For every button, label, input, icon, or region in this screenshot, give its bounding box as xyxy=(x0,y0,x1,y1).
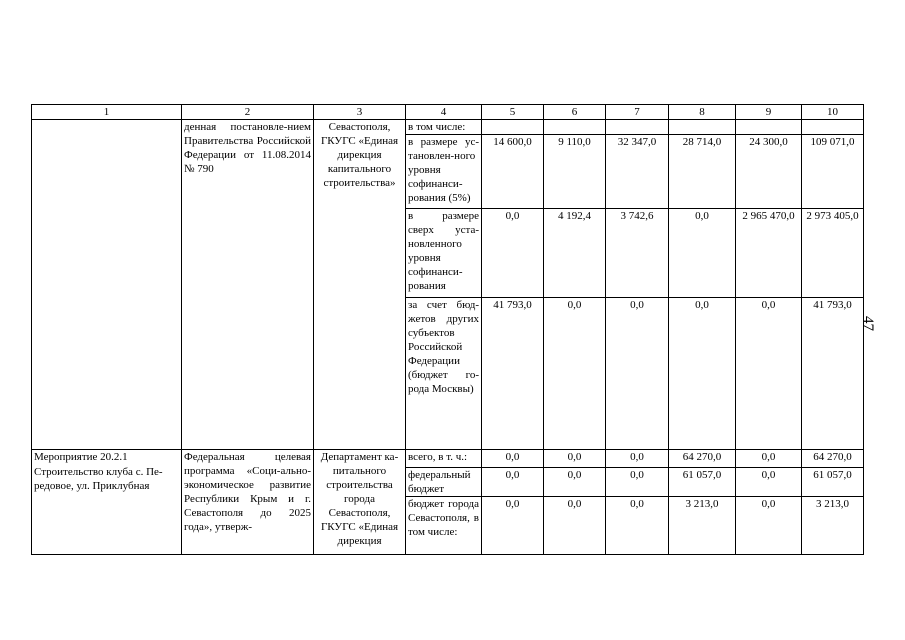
table-row xyxy=(32,120,864,135)
value-cell: 28 714,0 xyxy=(669,135,736,209)
activity-cell xyxy=(32,450,182,555)
header-cell: 3 xyxy=(314,105,406,120)
header-cell: 2 xyxy=(182,105,314,120)
value-cell: 9 110,0 xyxy=(544,135,606,209)
value-cell xyxy=(736,120,802,135)
value-cell: 0,0 xyxy=(544,468,606,497)
executor-cell: Севастополя, ГКУГС «Единая дирекция капитального строительства» xyxy=(314,120,406,450)
value-cell: 64 270,0 xyxy=(802,450,864,468)
value-cell: 109 071,0 xyxy=(802,135,864,209)
value-cell: 0,0 xyxy=(544,497,606,555)
value-cell: 0,0 xyxy=(482,450,544,468)
header-cell: 7 xyxy=(606,105,669,120)
value-cell: 0,0 xyxy=(482,209,544,298)
value-cell: 4 192,4 xyxy=(544,209,606,298)
header-cell: 6 xyxy=(544,105,606,120)
value-cell: 2 965 470,0 xyxy=(736,209,802,298)
header-cell: 1 xyxy=(32,105,182,120)
value-cell: 41 793,0 xyxy=(802,298,864,450)
value-cell: 32 347,0 xyxy=(606,135,669,209)
value-cell: 0,0 xyxy=(606,468,669,497)
program-basis-cell: Федеральная целевая программа «Соци-ально-экономическое развитие Республики Крым и г. Севастополя до 2025 года», утверж- xyxy=(182,450,314,555)
value-cell: 0,0 xyxy=(544,298,606,450)
activity-description: Строительство клуба с. Пе-редовое, ул. Приклубная xyxy=(34,466,163,492)
funding-label: федеральный бюджет xyxy=(406,468,482,497)
funding-label: за счет бюд-жетов других субъектов Российской Федерации (бюджет го-рода Москвы) xyxy=(406,298,482,450)
value-cell: 0,0 xyxy=(606,497,669,555)
value-cell: 0,0 xyxy=(482,468,544,497)
funding-label: в размере сверх уста-новленного уровня софинанси-рования xyxy=(406,209,482,298)
header-cell: 8 xyxy=(669,105,736,120)
activity-title: Мероприятие 20.2.1 xyxy=(34,451,128,463)
budget-table xyxy=(31,104,864,555)
value-cell: 3 213,0 xyxy=(669,497,736,555)
value-cell: 0,0 xyxy=(736,298,802,450)
value-cell: 0,0 xyxy=(736,497,802,555)
value-cell: 24 300,0 xyxy=(736,135,802,209)
value-cell xyxy=(802,120,864,135)
value-cell xyxy=(669,120,736,135)
value-cell: 0,0 xyxy=(606,298,669,450)
header-row xyxy=(32,105,864,120)
value-cell: 61 057,0 xyxy=(802,468,864,497)
value-cell: 14 600,0 xyxy=(482,135,544,209)
value-cell: 41 793,0 xyxy=(482,298,544,450)
page-number: 47 xyxy=(860,316,876,331)
value-cell: 0,0 xyxy=(482,497,544,555)
value-cell: 0,0 xyxy=(669,209,736,298)
value-cell: 0,0 xyxy=(736,450,802,468)
value-cell: 61 057,0 xyxy=(669,468,736,497)
header-cell: 9 xyxy=(736,105,802,120)
header-cell: 5 xyxy=(482,105,544,120)
value-cell xyxy=(544,120,606,135)
program-basis-cell: денная постановле-нием Правительства Российской Федерации от 11.08.2014 № 790 xyxy=(182,120,314,450)
value-cell: 2 973 405,0 xyxy=(802,209,864,298)
value-cell: 0,0 xyxy=(669,298,736,450)
value-cell xyxy=(482,120,544,135)
value-cell: 3 742,6 xyxy=(606,209,669,298)
funding-label: в том числе: xyxy=(406,120,482,135)
empty-cell xyxy=(32,120,182,450)
funding-label: в размере ус-тановлен-ного уровня софинанси-рования (5%) xyxy=(406,135,482,209)
executor-cell: Департамент ка-питального строительства города Севастополя, ГКУГС «Единая дирекция xyxy=(314,450,406,555)
header-cell: 10 xyxy=(802,105,864,120)
value-cell: 0,0 xyxy=(544,450,606,468)
funding-label: бюджет города Севастополя, в том числе: xyxy=(406,497,482,555)
value-cell: 64 270,0 xyxy=(669,450,736,468)
value-cell: 3 213,0 xyxy=(802,497,864,555)
value-cell xyxy=(606,120,669,135)
header-cell: 4 xyxy=(406,105,482,120)
value-cell: 0,0 xyxy=(736,468,802,497)
funding-label: всего, в т. ч.: xyxy=(406,450,482,468)
value-cell: 0,0 xyxy=(606,450,669,468)
table-row xyxy=(32,450,864,468)
